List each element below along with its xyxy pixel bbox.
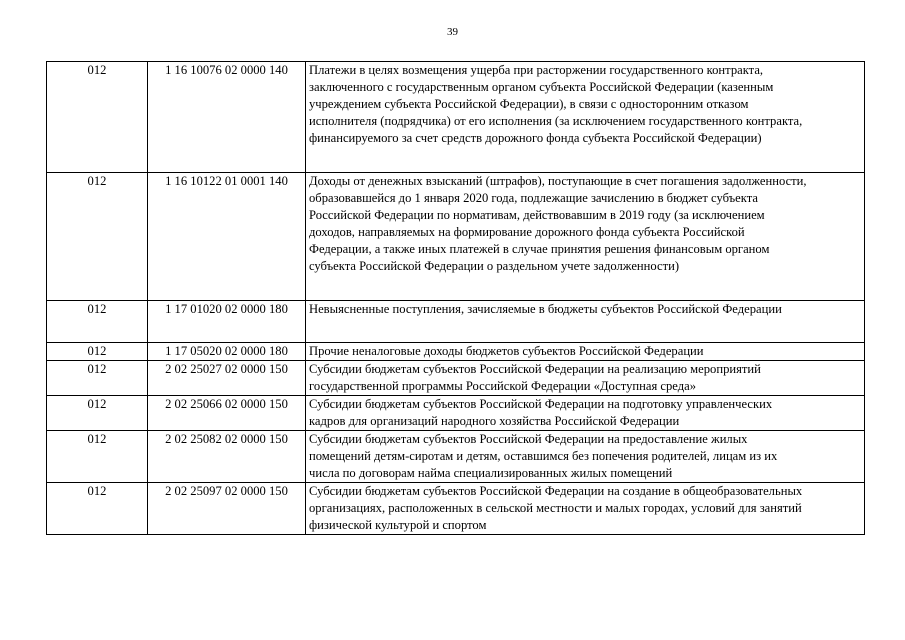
budget-classification-table (46, 61, 865, 535)
description-line: Платежи в целях возмещения ущерба при расторжении государственного контракта, (309, 63, 764, 77)
description-cell (306, 431, 865, 483)
budget-code-cell: 1 17 01020 02 0000 180 (148, 301, 306, 343)
description-line: Субсидии бюджетам субъектов Российской Федерации на предоставление жилых (309, 432, 748, 446)
description-line: числа по договорам найма специализированных жилых помещений (309, 466, 673, 480)
page-number: 39 (447, 26, 458, 38)
description-line: Субсидии бюджетам субъектов Российской Федерации на реализацию мероприятий (309, 362, 761, 376)
table-row (47, 431, 865, 483)
description-line: Субсидии бюджетам субъектов Российской Федерации на подготовку управленческих (309, 397, 773, 411)
description-line: доходов, направляемых на формирование дорожного фонда субъекта Российской (309, 225, 745, 239)
description-line: субъекта Российской Федерации о раздельном учете задолженности) (309, 259, 680, 273)
admin-code-cell: 012 (47, 483, 148, 535)
description-cell (306, 62, 865, 173)
table-row (47, 396, 865, 431)
budget-code-cell: 1 16 10076 02 0000 140 (148, 62, 306, 173)
budget-code-cell: 1 16 10122 01 0001 140 (148, 173, 306, 301)
description-line: Прочие неналоговые доходы бюджетов субъектов Российской Федерации (309, 344, 704, 358)
budget-code-cell: 2 02 25097 02 0000 150 (148, 483, 306, 535)
budget-code-cell: 2 02 25066 02 0000 150 (148, 396, 306, 431)
table-body (47, 62, 865, 535)
description-line: организациях, расположенных в сельской местности и малых городах, условий для занятий (309, 501, 802, 515)
budget-code-cell: 1 17 05020 02 0000 180 (148, 343, 306, 361)
description-line: Доходы от денежных взысканий (штрафов), поступающие в счет погашения задолженности, (309, 174, 807, 188)
description-line: Невыясненные поступления, зачисляемые в бюджеты субъектов Российской Федерации (309, 302, 782, 316)
description-cell (306, 483, 865, 535)
admin-code-cell: 012 (47, 62, 148, 173)
description-line: кадров для организаций народного хозяйства Российской Федерации (309, 414, 680, 428)
description-cell (306, 361, 865, 396)
table-row (47, 483, 865, 535)
table-row (47, 301, 865, 343)
description-line: финансируемого за счет средств дорожного фонда субъекта Российской Федерации) (309, 131, 762, 145)
description-cell (306, 396, 865, 431)
description-line: физической культурой и спортом (309, 518, 487, 532)
table-row (47, 361, 865, 396)
admin-code-cell: 012 (47, 396, 148, 431)
description-line: образовавшейся до 1 января 2020 года, подлежащие зачислению в бюджет субъекта (309, 191, 758, 205)
description-line: Федерации, а также иных платежей в случае принятия решения финансовым органом (309, 242, 770, 256)
description-line: учреждением субъекта Российской Федерации), в связи с односторонним отказом (309, 97, 749, 111)
description-line: помещений детям-сиротам и детям, оставшимся без попечения родителей, лицам из их (309, 449, 778, 463)
description-line: исполнителя (подрядчика) от его исполнения (за исключением государственного контракта, (309, 114, 803, 128)
admin-code-cell: 012 (47, 431, 148, 483)
table-row (47, 173, 865, 301)
description-line: Российской Федерации по нормативам, действовавшим в 2019 году (за исключением (309, 208, 765, 222)
budget-code-cell: 2 02 25027 02 0000 150 (148, 361, 306, 396)
table-row (47, 343, 865, 361)
admin-code-cell: 012 (47, 361, 148, 396)
admin-code-cell: 012 (47, 301, 148, 343)
description-cell (306, 173, 865, 301)
description-cell (306, 301, 865, 343)
description-line: государственной программы Российской Федерации «Доступная среда» (309, 379, 697, 393)
table-row (47, 62, 865, 173)
description-line: Субсидии бюджетам субъектов Российской Федерации на создание в общеобразовательных (309, 484, 803, 498)
description-cell (306, 343, 865, 361)
admin-code-cell: 012 (47, 343, 148, 361)
description-line: заключенного с государственным органом субъекта Российской Федерации (казенным (309, 80, 774, 94)
budget-code-cell: 2 02 25082 02 0000 150 (148, 431, 306, 483)
admin-code-cell: 012 (47, 173, 148, 301)
